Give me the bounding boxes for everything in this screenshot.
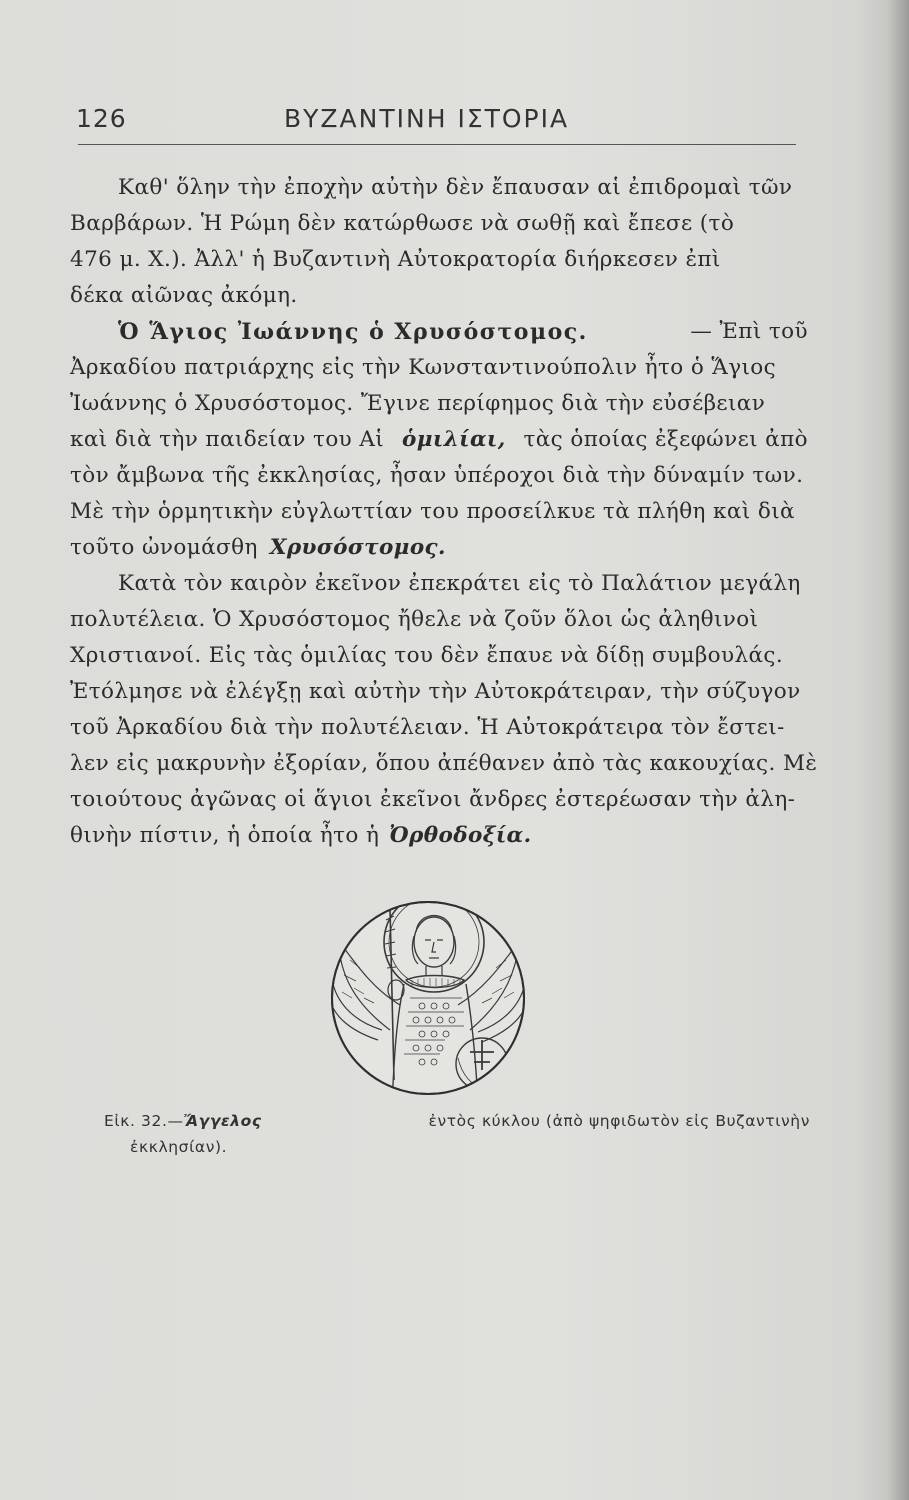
caption-title: Ἄγγελος (183, 1112, 262, 1130)
angel-medallion-icon (330, 880, 526, 1106)
text-line (70, 530, 808, 566)
text-run: Μὲ τὴν ὁρμητικὴν εὐγλωττίαν του προσείλκυε τὰ πλήθη καὶ διὰ (70, 499, 795, 524)
text-line (70, 602, 808, 638)
angel-medallion-figure (330, 880, 526, 1106)
text-line (70, 458, 808, 494)
text-run: Κατὰ τὸν καιρὸν ἐκεῖνον ἐπεκράτει εἰς τὸ Παλάτιον μεγάλη (118, 571, 801, 596)
caption-line (104, 1108, 810, 1134)
text-run: λεν εἰς μακρυνὴν ἐξορίαν, ὅπου ἀπέθανεν ἀπὸ τὰς κακουχίας. Μὲ (70, 751, 818, 776)
caption-text: ἐντὸς κύκλου (ἀπὸ ψηφιδωτὸν εἰς Βυζαντινὴν (428, 1112, 810, 1130)
figure-caption (104, 1108, 810, 1160)
section-heading: Ὁ Ἅγιος Ἰωάννης ὁ Χρυσόστομος. (118, 319, 588, 345)
text-run: θινὴν πίστιν, ἡ ὁποία ἦτο ἡ (70, 823, 380, 848)
text-line (70, 242, 808, 278)
text-line (70, 638, 808, 674)
text-run: — Ἐπὶ τοῦ (690, 319, 808, 344)
text-run: Χριστιανοί. Εἰς τὰς ὁμιλίας του δὲν ἔπαυε νὰ δίδῃ συμβουλάς. (70, 643, 784, 668)
text-run: Ἀρκαδίου πατριάρχης εἰς τὴν Κωνσταντινούπολιν ἦτο ὁ Ἅγιος (70, 355, 777, 380)
text-line (70, 494, 808, 530)
text-line (70, 422, 808, 458)
body-text (70, 170, 818, 854)
caption-label (104, 1108, 262, 1134)
header-rule (78, 144, 796, 145)
running-title: ΒΥΖΑΝΤΙΝΗ ΙΣΤΟΡΙΑ (284, 104, 570, 133)
text-line (70, 566, 808, 602)
text-run: δέκα αἰῶνας ἀκόμη. (70, 283, 298, 308)
page-number: 126 (76, 104, 127, 133)
text-run: πολυτέλεια. Ὁ Χρυσόστομος ἤθελε νὰ ζοῦν ὅλοι ὡς ἀληθινοὶ (70, 607, 759, 632)
text-run: Ἐτόλμησε νὰ ἐλέγξῃ καὶ αὐτὴν τὴν Αὐτοκράτειραν, τὴν σύζυγον (70, 679, 801, 704)
text-line (70, 386, 808, 422)
emphasized-term: Ὀρθοδοξία. (389, 823, 532, 848)
caption-prefix: Εἰκ. 32.— (104, 1112, 184, 1130)
text-line (70, 746, 818, 782)
page-edge-shadow (887, 0, 909, 1500)
text-line (70, 710, 808, 746)
emphasized-term: Χρυσόστομος. (269, 535, 446, 560)
text-line (70, 674, 808, 710)
text-run: Ἰωάννης ὁ Χρυσόστομος. Ἔγινε περίφημος διὰ τὴν εὐσέβειαν (70, 391, 766, 416)
text-line (70, 278, 808, 314)
text-run: 476 μ. Χ.). Ἀλλ' ἡ Βυζαντινὴ Αὐτοκρατορία διήρκεσεν ἐπὶ (70, 247, 721, 272)
text-run: τὰς ὁποίας ἐξεφώνει ἀπὸ (523, 427, 808, 452)
caption-line: ἐκκλησίαν). (130, 1138, 228, 1156)
text-run: τοῦ Ἀρκαδίου διὰ τὴν πολυτέλειαν. Ἡ Αὐτοκράτειρα τὸν ἔστει- (70, 715, 785, 740)
text-run: Καθ' ὅλην τὴν ἐποχὴν αὐτὴν δὲν ἔπαυσαν αἱ ἐπιδρομαὶ τῶν (118, 175, 793, 200)
emphasized-term: ὁμιλίαι, (402, 427, 506, 452)
text-run: καὶ διὰ τὴν παιδείαν του Αἱ (70, 427, 385, 452)
text-run: Βαρβάρων. Ἡ Ρώμη δὲν κατώρθωσε νὰ σωθῇ καὶ ἔπεσε (τὸ (70, 211, 735, 236)
text-run: τοῦτο ὠνομάσθη (70, 535, 258, 560)
text-line (70, 206, 808, 242)
text-run: τοιούτους ἀγῶνας οἱ ἅγιοι ἐκεῖνοι ἄνδρες ἐστερέωσαν τὴν ἀλη- (70, 787, 796, 812)
text-line (70, 818, 808, 854)
text-line (70, 782, 808, 818)
text-line (70, 170, 808, 206)
text-line (70, 314, 808, 350)
text-run: τὸν ἄμβωνα τῆς ἐκκλησίας, ἦσαν ὑπέροχοι διὰ τὴν δύναμίν των. (70, 463, 804, 488)
page-header (76, 100, 796, 144)
text-line (70, 350, 808, 386)
